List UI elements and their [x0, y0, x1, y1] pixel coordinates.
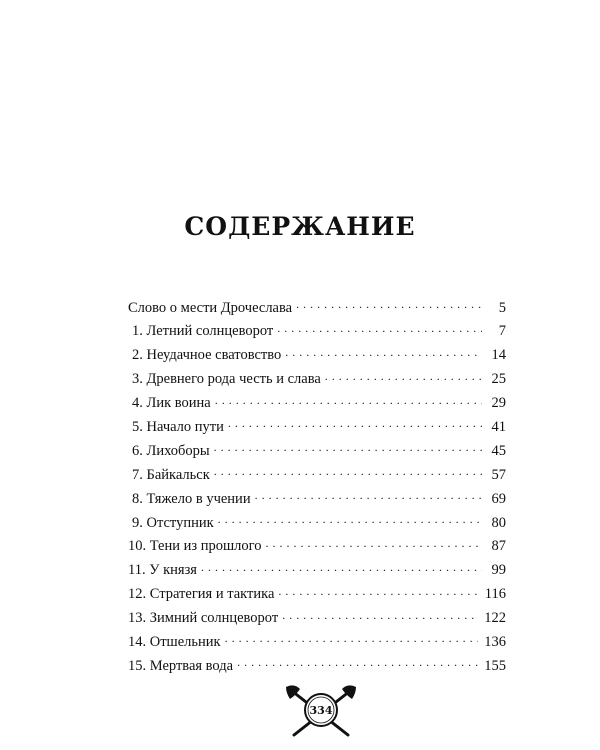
toc-entry-label: 8. Тяжело в учении [132, 490, 251, 507]
toc-leader-dots [228, 416, 482, 431]
toc-entry-page: 87 [491, 538, 506, 555]
toc-entry-label: 12. Стратегия и тактика [128, 586, 275, 603]
toc-entry-label: 7. Байкальск [132, 466, 210, 483]
toc-entry-label: 11. У князя [128, 562, 197, 579]
toc-entry [128, 512, 506, 536]
page-number-emblem [282, 683, 360, 739]
toc-entry-page: 41 [491, 418, 506, 435]
toc-entry-label: 9. Отступник [132, 514, 214, 531]
toc-entry-page: 14 [491, 347, 506, 364]
toc-entry [128, 560, 506, 584]
toc-leader-dots [282, 608, 478, 623]
page-number: 334 [309, 704, 333, 717]
toc-entry-page: 116 [484, 586, 506, 603]
toc-leader-dots [277, 321, 482, 336]
toc-leader-dots [215, 393, 482, 408]
toc-entry-page: 57 [491, 466, 506, 483]
toc-leader-dots [255, 488, 482, 503]
toc-entry-label: 10. Тени из прошлого [128, 538, 262, 555]
toc-entry [128, 440, 506, 464]
toc-leader-dots [237, 655, 478, 670]
toc-entry [128, 464, 506, 488]
toc-entry-page: 25 [491, 371, 506, 388]
toc-entry-label: 1. Летний солнцеворот [132, 323, 274, 340]
toc-entry-label: 4. Лик воина [132, 395, 211, 412]
toc-entry-page: 29 [491, 395, 506, 412]
toc-entry [128, 416, 506, 440]
toc-entry-label: 3. Древнего рода честь и слава [132, 371, 321, 388]
toc-entry [128, 631, 506, 655]
toc-entry-label: 5. Начало пути [132, 418, 224, 435]
toc-leader-dots [325, 369, 482, 384]
page-title: СОДЕРЖАНИЕ [184, 212, 416, 241]
toc-entry-label: 13. Зимний солнцеворот [128, 610, 279, 627]
toc-leader-dots [285, 345, 482, 360]
toc-entry-label: 14. Отшельник [128, 633, 221, 650]
toc-entry [128, 369, 506, 393]
toc-entry [128, 321, 506, 345]
table-of-contents [128, 297, 506, 679]
toc-leader-dots [225, 631, 479, 646]
toc-entry-page: 5 [498, 299, 506, 316]
toc-entry-label: Слово о мести Дрочеслава [128, 299, 293, 316]
toc-entry-page: 80 [491, 514, 506, 531]
toc-entry-page: 136 [484, 633, 506, 650]
toc-entry [128, 536, 506, 560]
toc-entry [128, 393, 506, 417]
toc-leader-dots [214, 464, 482, 479]
toc-leader-dots [201, 560, 482, 575]
toc-entry-page: 99 [491, 562, 506, 579]
toc-entry-label: 2. Неудачное сватовство [132, 347, 282, 364]
toc-leader-dots [266, 536, 483, 551]
toc-entry-page: 45 [491, 442, 506, 459]
toc-entry-label: 6. Лихоборы [132, 442, 210, 459]
toc-entry [128, 345, 506, 369]
toc-entry-page: 7 [498, 323, 506, 340]
toc-entry-page: 69 [491, 490, 506, 507]
crossed-axes-icon [282, 683, 360, 739]
toc-entry-page: 155 [484, 657, 506, 674]
toc-entry-page: 122 [484, 610, 506, 627]
toc-leader-dots [218, 512, 482, 527]
toc-entry [128, 584, 506, 608]
toc-entry [128, 608, 506, 632]
toc-entry [128, 655, 506, 679]
toc-leader-dots [214, 440, 482, 455]
toc-leader-dots [296, 297, 482, 312]
toc-entry-label: 15. Мертвая вода [128, 657, 234, 674]
toc-entry [128, 297, 506, 321]
toc-entry [128, 488, 506, 512]
toc-leader-dots [278, 584, 478, 599]
